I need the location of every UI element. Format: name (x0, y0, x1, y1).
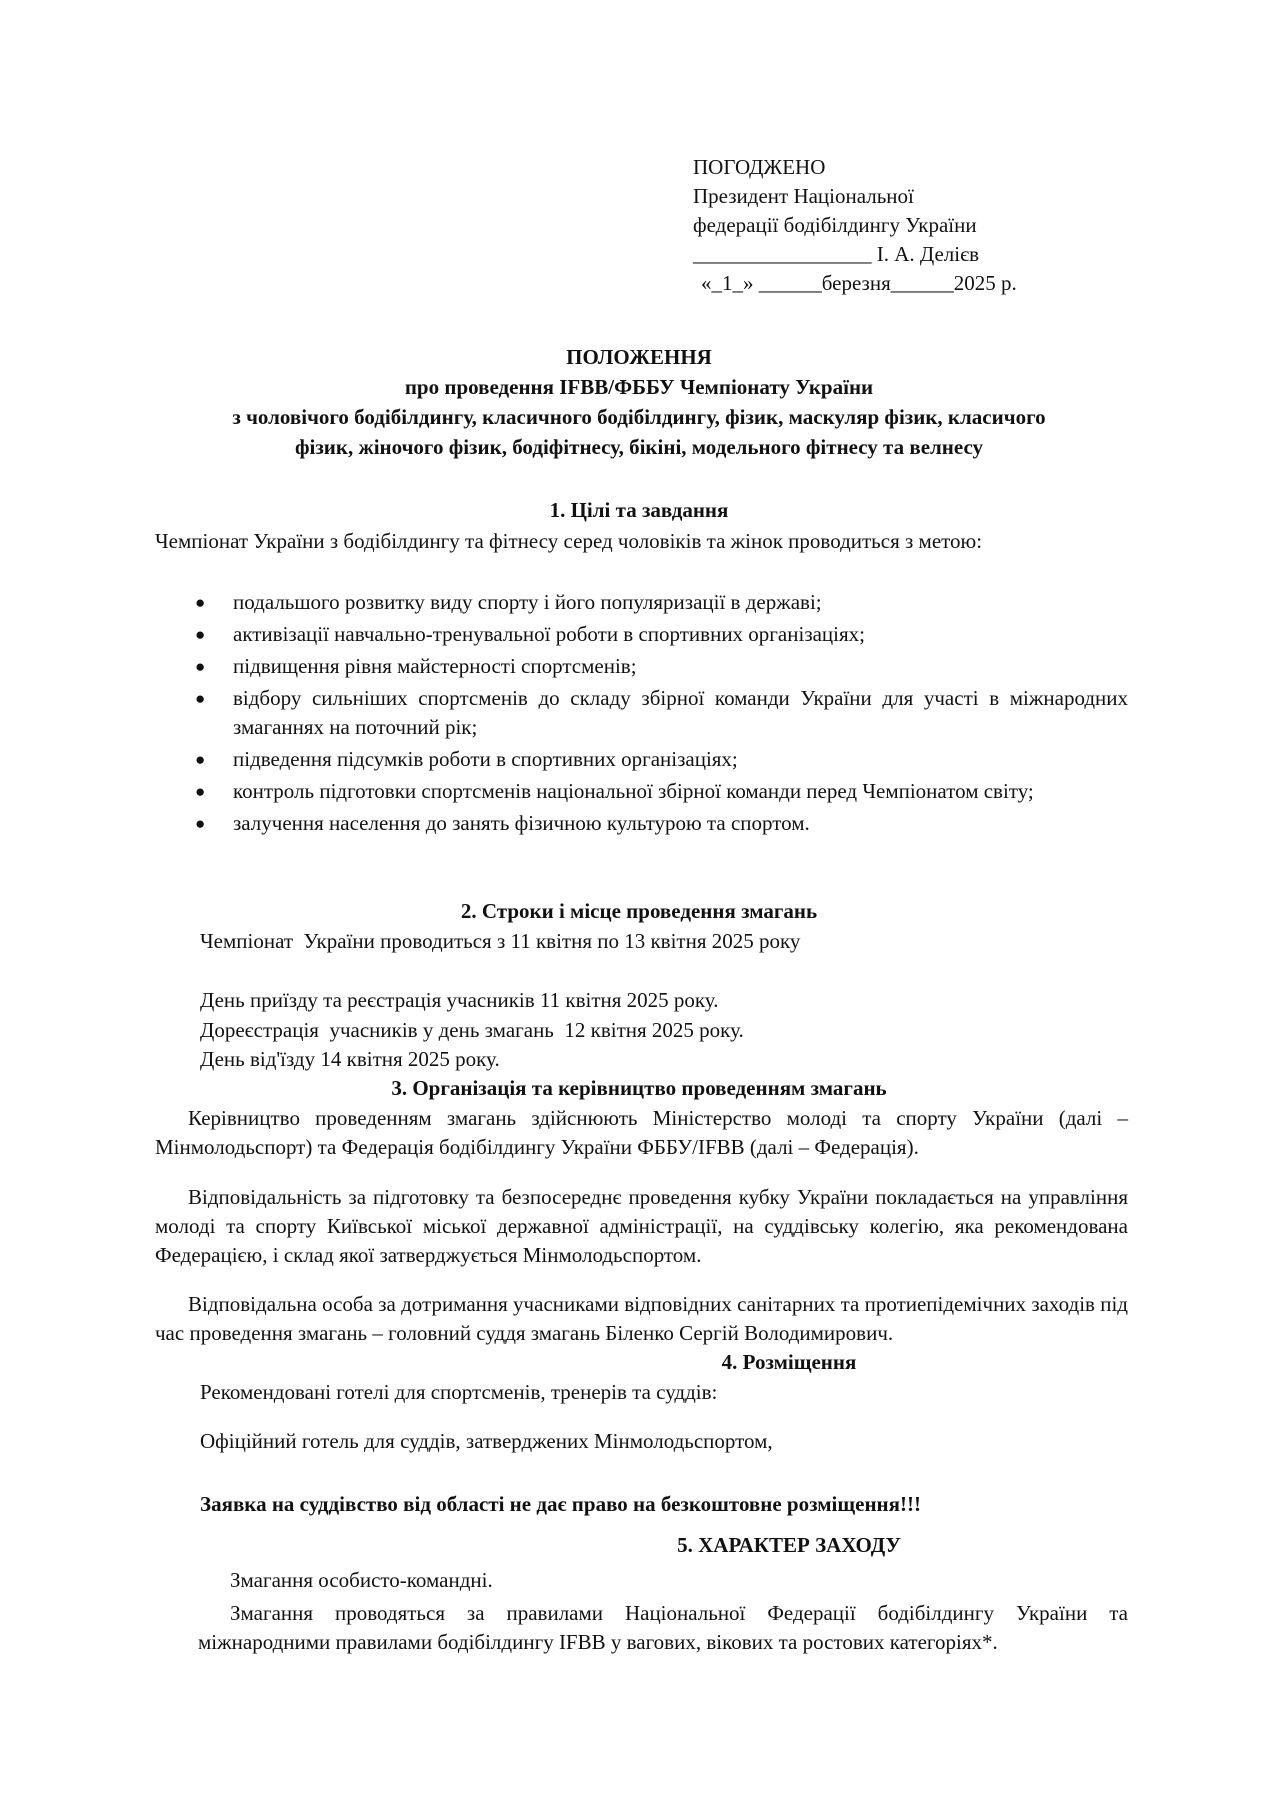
title-main: ПОЛОЖЕННЯ (566, 345, 712, 369)
list-item: ● підведення підсумків роботи в спортивних організаціях; (155, 745, 1128, 774)
document-title (150, 342, 1128, 462)
section-3-paragraph-1: Керівництво проведенням змагань здійснюють Міністерство молоді та спорту України (далі – Мінмолодьспорт) та Федерація бодібілдингу України ФББУ/IFBB (далі – Федерація). (155, 1106, 1128, 1159)
section-2-arrival: День приїзду та реєстрація учасників 11 квітня 2025 року. (200, 988, 719, 1012)
bullet-icon: ● (195, 782, 206, 801)
section-3-paragraph-3: Відповідальна особа за дотримання учасниками відповідних санітарних та протиепідемічних заходів під час проведення змагань – головний суддя змагань Біленко Сергій Володимирович. (155, 1292, 1128, 1345)
title-line-2: з чоловічого бодібілдингу, класичного бодібілдингу, фізик, маскуляр фізик, класичого (232, 405, 1046, 429)
section-4-notice: Заявка на суддівство від області не дає право на безкоштовне розміщення!!! (200, 1492, 921, 1516)
list-item: ● залучення населення до занять фізичною культурою та спортом. (155, 809, 1128, 838)
approval-signature: _________________ І. А. Делієв (693, 242, 980, 266)
bullet-icon: ● (195, 689, 206, 708)
section-5-rules: Змагання проводяться за правилами Національної Федерації бодібілдингу України та міжнародними правилами бодібілдингу IFBB у вагових, вікових та ростових категоріях*. (198, 1601, 1128, 1654)
bullet-icon: ● (195, 750, 206, 769)
list-item: ● активізації навчально-тренувальної роботи в спортивних організаціях; (155, 620, 1128, 649)
section-3-paragraph-2: Відповідальність за підготовку та безпосереднє проведення кубку України покладається на управління молоді та спорту Київської міської державної адміністрації, на суддівську колегію, яка рекомендована Федерацією, і склад якої затверджується Мінмолодьспортом. (155, 1185, 1128, 1267)
section-3-heading: 3. Організація та керівництво проведенням змагань (391, 1076, 887, 1100)
bullet-icon: ● (195, 814, 206, 833)
approval-block (693, 153, 1133, 298)
approval-organization: федерації бодібілдингу України (693, 213, 977, 237)
bullet-icon: ● (195, 593, 206, 612)
section-4-hotels: Рекомендовані готелі для спортсменів, тренерів та суддів: (200, 1380, 718, 1404)
section-1-heading: 1. Цілі та завдання (549, 498, 729, 522)
title-line-3: фізик, жіночого фізик, бодіфітнесу, бікіні, модельного фітнесу та велнесу (294, 435, 984, 459)
bullet-icon: ● (195, 657, 206, 676)
approval-label: ПОГОДЖЕНО (693, 155, 826, 179)
section-1-intro: Чемпіонат України з бодібілдингу та фітнесу серед чоловіків та жінок проводиться з метою: (155, 529, 983, 553)
bullet-icon: ● (195, 625, 206, 644)
approval-position: Президент Національної (693, 184, 914, 208)
section-4-official-hotel: Офіційний готель для суддів, затверджених Мінмолодьспортом, (200, 1429, 773, 1453)
list-item: ● підвищення рівня майстерності спортсменів; (155, 652, 1128, 681)
section-5-format: Змагання особисто-командні. (230, 1568, 493, 1592)
section-4-heading: 4. Розміщення (721, 1350, 857, 1374)
section-2-heading: 2. Строки і місце проведення змагань (460, 899, 818, 923)
list-item: ● відбору сильніших спортсменів до складу збірної команди України для участі в міжнародних змаганнях на поточний рік; (195, 686, 1128, 739)
section-2-departure: День від'їзду 14 квітня 2025 року. (200, 1047, 500, 1071)
section-5-heading: 5. ХАРАКТЕР ЗАХОДУ (677, 1533, 901, 1557)
goals-list (155, 588, 1128, 841)
list-item: ● подальшого розвитку виду спорту і його популяризації в державі; (155, 588, 1128, 617)
section-2-late-registration: Дореєстрація учасників у день змагань 12 квітня 2025 року. (200, 1018, 744, 1042)
title-line-1: про проведення IFBB/ФББУ Чемпіонату України (404, 375, 874, 399)
approval-date: «_1_» ______березня______2025 р. (701, 271, 1017, 295)
section-2-dates: Чемпіонат України проводиться з 11 квітня по 13 квітня 2025 року (200, 929, 801, 953)
list-item: ● контроль підготовки спортсменів національної збірної команди перед Чемпіонатом світу; (155, 777, 1128, 806)
